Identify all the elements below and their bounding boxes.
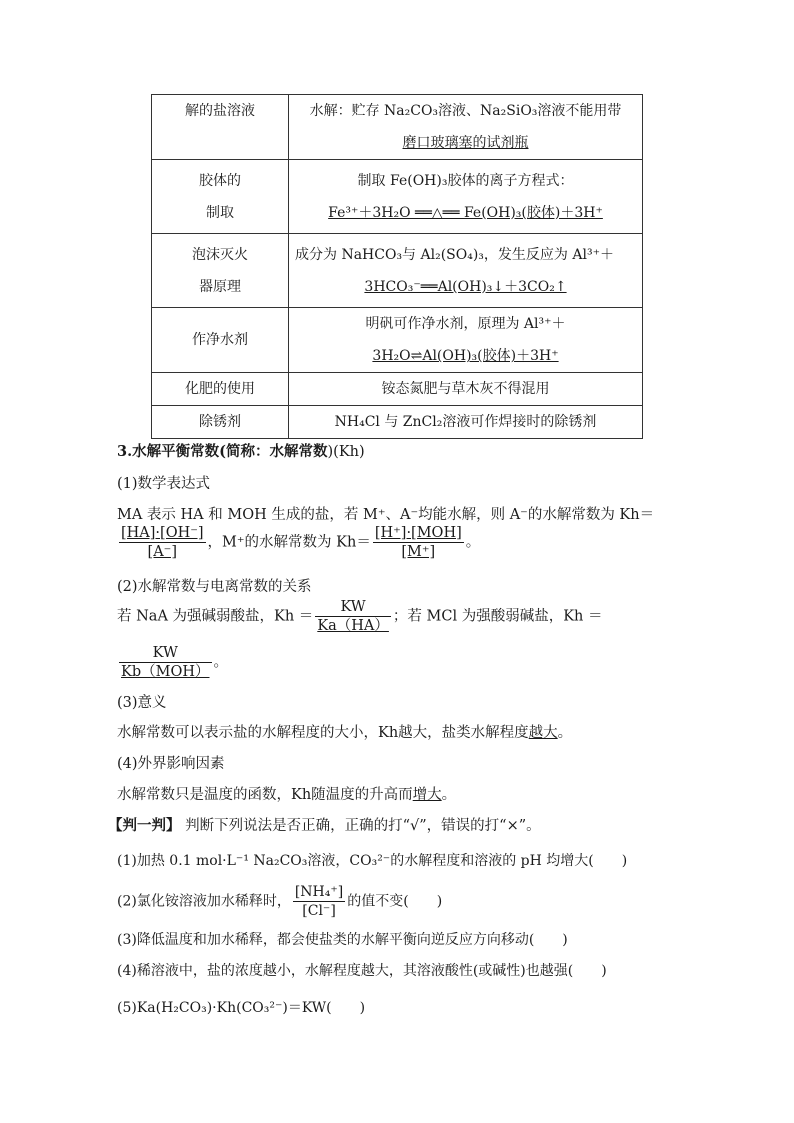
subheading-4: (4)外界影响因素 (117, 756, 225, 772)
table-row (152, 234, 643, 308)
row-line-underlined: 磨口玻璃塞的试剂瓶 (402, 135, 529, 151)
row-key-line: 泡沫灭火 (192, 246, 248, 263)
fraction-denominator: [A⁻] (147, 544, 177, 560)
expression-fractions (117, 524, 480, 561)
meaning-text (117, 721, 572, 742)
relation-text-b: ；若 MCl 为强酸弱碱盐，Kh ＝ (392, 608, 603, 625)
fraction-denominator: [Cl⁻] (302, 903, 336, 919)
row-key-line: 制取 (206, 204, 234, 221)
fraction (293, 883, 345, 920)
expression-end: 。 (465, 534, 481, 551)
row-content: 铵态氮肥与草木灰不得混用 (289, 373, 643, 406)
section-title-b: 水解常数 (269, 443, 328, 460)
row-content: NH₄Cl 与 ZnCl₂溶液可作焊接时的除锈剂 (289, 406, 643, 439)
judge-question-4: (4)稀溶液中，盐的浓度越小，水解程度越大，其溶液酸性(或碱性)也越强( ) (117, 963, 607, 979)
expression-mid: ，M⁺的水解常数为 Kh＝ (207, 534, 371, 551)
row-key: 解的盐溶液 (152, 95, 289, 160)
q2-text-b: 的值不变( ) (347, 893, 443, 910)
relation-text-a: 若 NaA 为强碱弱酸盐，Kh ＝ (117, 608, 314, 625)
fraction-numerator: [H⁺]·[MOH] (374, 525, 462, 541)
fraction-denominator: Ka（HA） (317, 618, 389, 634)
relation-line-2 (117, 644, 228, 681)
row-line: 明矾可作净水剂，原理为 Al³⁺＋ (365, 316, 566, 332)
row-content (289, 234, 643, 308)
row-key: 除锈剂 (152, 406, 289, 439)
subheading-2: (2)水解常数与电离常数的关系 (117, 579, 312, 595)
row-line: 制取 Fe(OH)₃胶体的离子方程式： (357, 172, 574, 189)
judge-question-3: (3)降低温度和加水稀释，都会使盐类的水解平衡向逆反应方向移动( ) (117, 932, 568, 948)
salt-hydrolysis-applications-table (151, 94, 643, 439)
factor-text (117, 783, 456, 804)
fraction-denominator: [M⁺] (401, 544, 436, 560)
section-title-a: 3.水解平衡常数(简称： (117, 443, 270, 460)
row-line-underlined: Fe³⁺＋3H₂O ══△══ Fe(OH)₃(胶体)＋3H⁺ (328, 204, 603, 221)
fraction-numerator: KW (315, 598, 391, 617)
judge-title: 【判一判】 (108, 817, 181, 834)
table-row (152, 160, 643, 234)
fraction-numerator: KW (119, 644, 212, 663)
row-key-line: 器原理 (199, 278, 241, 295)
fraction-numerator: [HA]·[OH⁻] (121, 525, 204, 541)
row-key (152, 160, 289, 234)
relation-end: 。 (213, 654, 228, 671)
subheading-3: (3)意义 (117, 695, 167, 711)
table-row (152, 406, 643, 439)
section-title (117, 440, 365, 461)
expression-text: MA 表示 HA 和 MOH 生成的盐，若 M⁺、A⁻均能水解，则 A⁻的水解常数为 Kh＝ (117, 507, 655, 523)
row-line: 水解：贮存 Na₂CO₃溶液、Na₂SiO₃溶液不能用带 (309, 103, 622, 119)
q2-text-a: (2)氯化铵溶液加水稀释时， (117, 893, 291, 910)
fraction (315, 598, 391, 635)
meaning-end: 。 (557, 725, 573, 741)
table-row (152, 308, 643, 373)
row-key (152, 234, 289, 308)
fraction (119, 524, 206, 561)
judge-intro: 判断下列说法是否正确，正确的打“√”，错误的打“×”。 (180, 818, 541, 834)
relation-line (117, 598, 602, 635)
meaning-answer: 越大 (528, 725, 558, 741)
judge-question-5: (5)Ka(H₂CO₃)·Kh(CO₃²⁻)＝KW( ) (117, 1000, 366, 1016)
judge-question-1: (1)加热 0.1 mol·L⁻¹ Na₂CO₃溶液，CO₃²⁻的水解程度和溶液的 pH 均增大( ) (117, 853, 628, 869)
judge-question-2 (117, 883, 442, 920)
meaning-text-a: 水解常数可以表示盐的水解程度的大小，Kh越大，盐类水解程度 (117, 725, 529, 741)
row-content (289, 160, 643, 234)
table-row (152, 95, 643, 160)
row-line-underlined: 3HCO₃⁻══Al(OH)₃↓＋3CO₂↑ (364, 278, 567, 295)
factor-end: 。 (441, 787, 457, 803)
table-row (152, 373, 643, 406)
row-key-line: 胶体的 (199, 172, 241, 189)
row-key: 作净水剂 (152, 308, 289, 373)
factor-answer: 增大 (412, 787, 442, 803)
factor-text-a: 水解常数只是温度的函数，Kh随温度的升高而 (117, 787, 413, 803)
fraction (373, 524, 464, 561)
fraction-denominator: Kb（MOH） (121, 664, 210, 680)
row-line: 成分为 NaHCO₃与 Al₂(SO₄)₃，发生反应为 Al³⁺＋ (295, 246, 614, 263)
row-content (289, 308, 643, 373)
fraction-numerator: [NH₄⁺] (294, 884, 344, 900)
row-line-underlined: 3H₂O⇌Al(OH)₃(胶体)＋3H⁺ (372, 348, 559, 364)
judge-heading (108, 814, 541, 835)
row-content (289, 95, 643, 160)
subheading-1: (1)数学表达式 (117, 476, 211, 492)
row-key: 化肥的使用 (152, 373, 289, 406)
section-title-c: )(Kh) (327, 444, 365, 460)
fraction (119, 644, 212, 681)
